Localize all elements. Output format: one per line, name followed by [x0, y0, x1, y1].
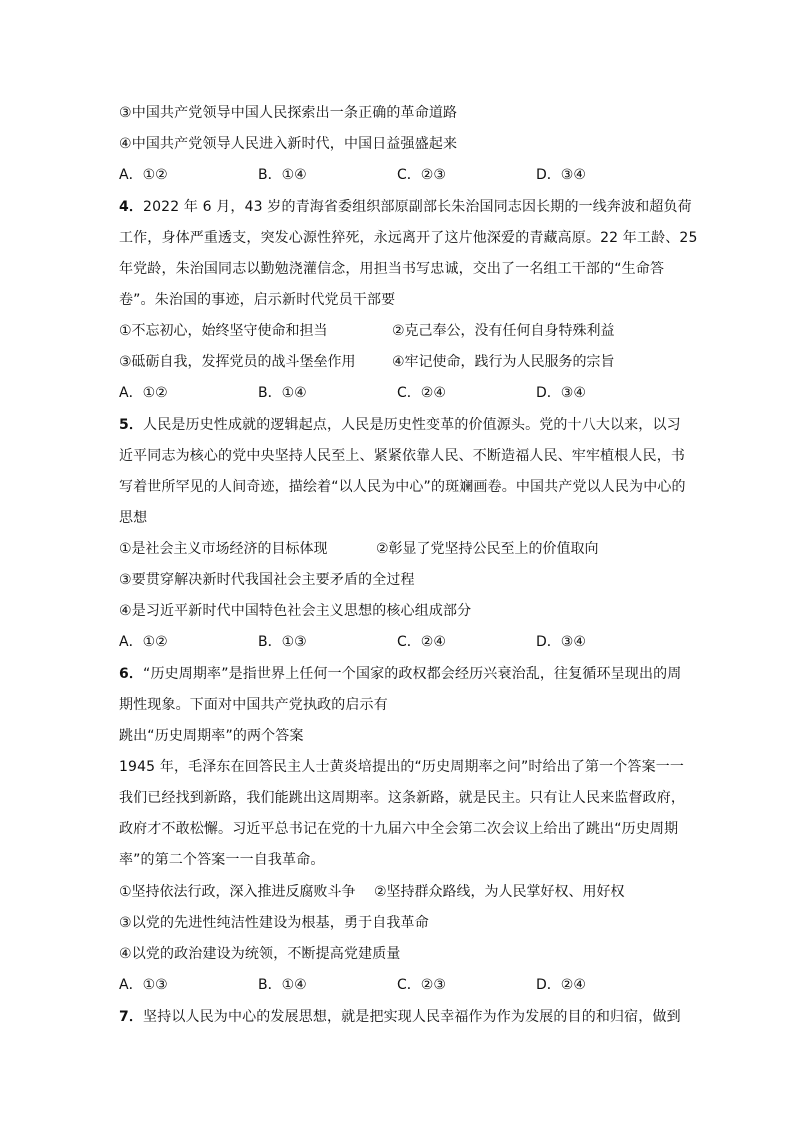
q4-option-2: ②克己奉公，没有任何自身特殊利益	[392, 323, 615, 339]
q3-answer-c: C．②③	[397, 167, 446, 183]
q5-stem-line-1: 5．人民是历史性成就的逻辑起点，人民是历史性变革的价值源头。党的十八大以来，以习	[119, 417, 681, 433]
q4-option-4: ④牢记使命，践行为人民服务的宗旨	[392, 354, 615, 370]
q6-answer-c: C．②③	[397, 977, 446, 993]
q4-answer-a: A．①②	[119, 385, 168, 401]
q5-answer-b: B．①③	[258, 634, 307, 650]
q7-stem-line-1: 7．坚持以人民为中心的发展思想，就是把实现人民幸福作为作为发展的目的和归宿，做到	[119, 1009, 681, 1025]
q3-option-3: ③中国共产党领导中国人民探索出一条正确的革命道路	[119, 105, 458, 121]
q5-option-1: ①是社会主义市场经济的目标体现	[119, 541, 328, 557]
q4-stem-line-4: 卷”。朱治国的事迹，启示新时代党员干部要	[119, 292, 396, 308]
q4-answer-d: D．③④	[536, 385, 586, 401]
q6-option-4: ④以党的政治建设为统领，不断提高党建质量	[119, 946, 401, 962]
q5-answer-c: C．②④	[397, 634, 446, 650]
q6-option-1: ①坚持依法行政，深入推进反腐败斗争	[119, 884, 356, 900]
q5-stem-line-3: 写着世所罕见的人间奇迹，描绘着“以人民为中心”的斑斓画卷。中国共产党以人民为中心的	[119, 479, 686, 495]
q4-answer-b: B．①④	[258, 385, 307, 401]
q4-option-1: ①不忘初心，始终坚守使命和担当	[119, 323, 328, 339]
q7-number: 7．	[119, 1009, 144, 1025]
q3-answer-d: D．③④	[536, 167, 586, 183]
q4-stem-line-1: 4．2022 年 6 月，43 岁的青海省委组织部原副部长朱治国同志因长期的一线奔波和超负荷	[119, 199, 692, 215]
q4-stem-line-3: 年党龄，朱治国同志以勤勉浇灌信念，用担当书写忠诚，交出了一名组工干部的“生命答	[119, 261, 665, 277]
q6-material-line-1: 1945 年，毛泽东在回答民主人士黄炎培提出的“历史周期率之问”时给出了第一个答案一一	[119, 759, 685, 775]
q4-answer-c: C．②④	[397, 385, 446, 401]
q5-stem-line-2: 近平同志为核心的党中央坚持人民至上、紧紧依靠人民、不断造福人民、牢牢植根人民，书	[119, 448, 685, 464]
q6-answer-a: A．①③	[119, 977, 168, 993]
q3-answer-a: A．①②	[119, 167, 168, 183]
q6-stem-line-1: 6．“历史周期率”是指世界上任何一个国家的政权都会经历兴衰治乱，往复循环呈现出的周	[119, 666, 682, 682]
q5-answer-d: D．③④	[536, 634, 586, 650]
q6-material-title: 跳出“历史周期率”的两个答案	[119, 728, 304, 744]
q5-stem-line-4: 思想	[119, 510, 148, 526]
q5-option-2: ②彰显了党坚持公民至上的价值取向	[376, 541, 599, 557]
q6-material-line-3: 政府才不敢松懈。习近平总书记在党的十九届六中全会第二次会议上给出了跳出“历史周期	[119, 821, 679, 837]
q5-option-4: ④是习近平新时代中国特色社会主义思想的核心组成部分	[119, 603, 472, 619]
q6-material-line-2: 我们已经找到新路，我们能跳出这周期率。这条新路，就是民主。只有让人民来监督政府，	[119, 790, 685, 806]
q6-number: 6．	[119, 666, 144, 682]
q3-option-4: ④中国共产党领导人民进入新时代，中国日益强盛起来	[119, 136, 458, 152]
q5-number: 5．	[119, 417, 144, 433]
q3-answer-b: B．①④	[258, 167, 307, 183]
q4-number: 4．	[119, 199, 144, 215]
q6-option-2: ②坚持群众路线，为人民掌好权、用好权	[374, 884, 625, 900]
q6-stem-line-2: 期性现象。下面对中国共产党执政的启示有	[119, 697, 388, 713]
q6-material-line-4: 率”的第二个答案一一自我革命。	[119, 852, 325, 868]
q4-stem-line-2: 工作，身体严重透支，突发心源性猝死，永远离开了这片他深爱的青藏高原。22 年工龄、25	[119, 230, 698, 246]
q6-answer-d: D．②④	[536, 977, 586, 993]
q6-answer-b: B．①④	[258, 977, 307, 993]
q5-answer-a: A．①②	[119, 634, 168, 650]
q4-option-3: ③砥砺自我，发挥党员的战斗堡垒作用	[119, 354, 356, 370]
q6-option-3: ③以党的先进性纯洁性建设为根基，勇于自我革命	[119, 915, 429, 931]
q5-option-3: ③要贯穿解决新时代我国社会主要矛盾的全过程	[119, 572, 415, 588]
